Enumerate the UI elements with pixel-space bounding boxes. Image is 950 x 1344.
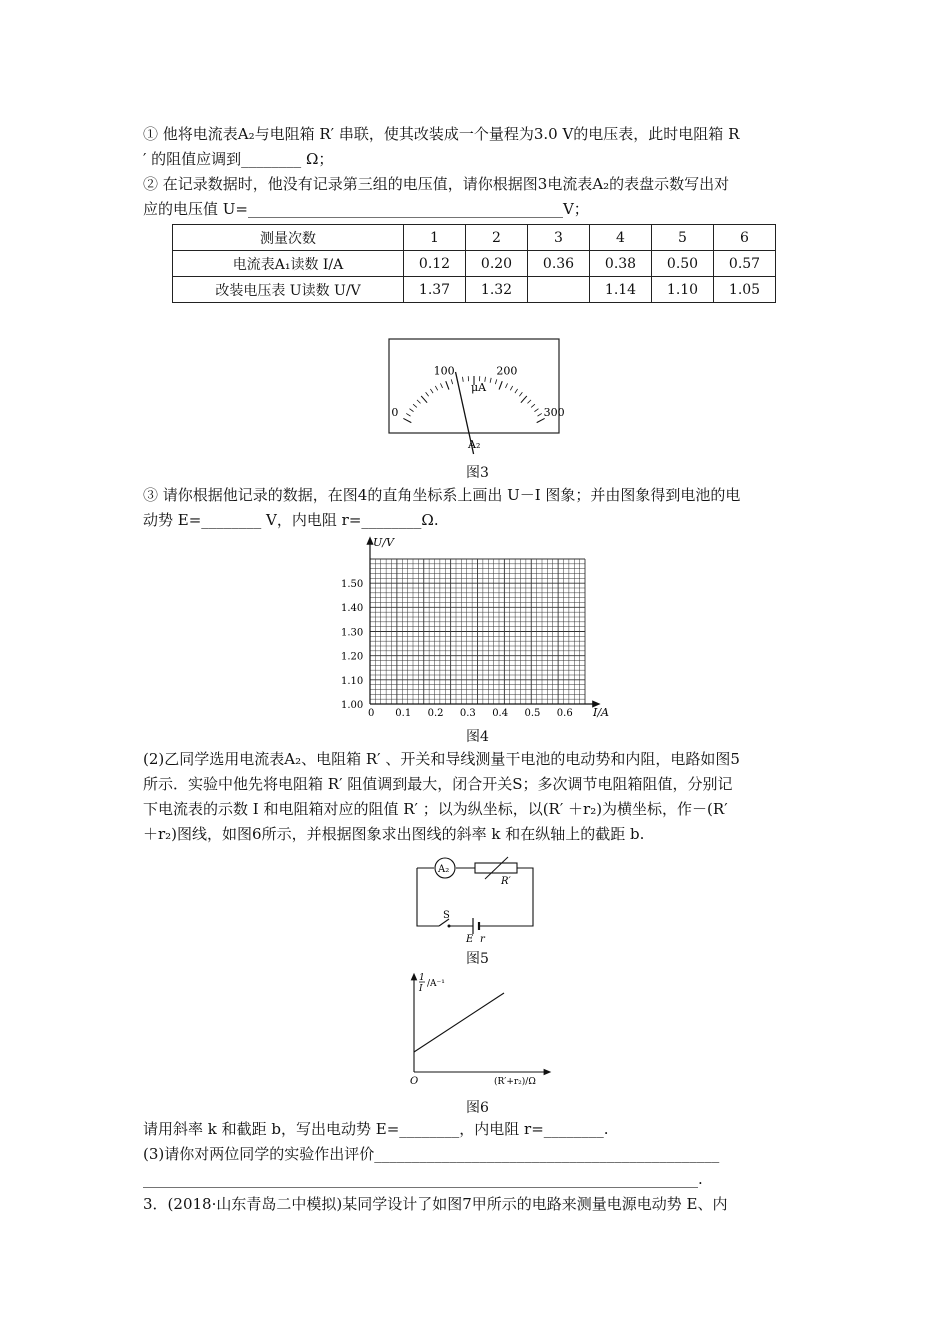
text-line-7: (2)乙同学选用电流表A₂、电阻箱 R′ 、开关和导线测量干电池的电动势和内阻，电路如图5 [143,750,740,768]
table-cell: 3 [528,225,590,251]
text-line-8: 所示．实验中他先将电阻箱 R′ 阻值调到最大，闭合开关S；多次调节电阻箱阻值，分别记 [143,775,733,793]
table-cell: 4 [590,225,652,251]
y-label-denominator: I [419,984,423,994]
y-tick-label: 1.50 [341,579,364,590]
meter-tick [403,418,411,422]
meter-tick-label: 200 [496,364,518,378]
text-line-13: __________________________________________________________________________. [143,1170,703,1188]
table-cell: 电流表A₁读数 I/A [173,251,404,277]
data-table [172,224,776,303]
table-cell: 0.38 [590,251,652,277]
text-line-14: 3．(2018·山东青岛二中模拟)某同学设计了如图7甲所示的电路来测量电源电动势 E、内 [143,1195,728,1213]
table-cell: 6 [714,225,776,251]
figure-3-caption: 图3 [466,465,489,481]
meter-tick [505,383,507,388]
table-cell: 1.14 [590,277,652,303]
table-cell: 0.57 [714,251,776,277]
graph-line [414,993,504,1052]
meter-tick [490,378,491,383]
meter-tick [426,392,429,396]
text-line-5: ③ 请你根据他记录的数据，在图4的直角坐标系上画出 U－I 图象；并由图象得到电池的电 [143,486,741,504]
meter-tick [519,392,522,396]
meter-tick [446,381,449,389]
meter-tick [462,377,463,382]
figure-6-caption: 图6 [466,1100,489,1116]
meter-tick [421,396,427,403]
meter-tick [510,386,512,390]
x-axis-label: (R′+r₂)/Ω [494,1077,536,1087]
text-line-4: 应的电压值 U=__________________________________________V； [143,200,589,218]
figure-5-caption: 图5 [466,951,489,967]
figure-6-graph [400,970,560,1090]
circuit-wires [417,868,533,926]
meter-tick [430,389,433,393]
table-cell: 1 [404,225,466,251]
table-cell: 5 [652,225,714,251]
meter-tick [521,396,527,403]
switch-contact [448,925,451,928]
y-axis-label: U/V [373,536,394,549]
x-tick-label: 0.6 [556,708,573,719]
meter-tick [531,404,535,407]
meter-tick [440,383,442,388]
x-tick-label: 0.5 [524,708,541,719]
meter-tick [495,379,496,384]
table-cell: 2 [466,225,528,251]
text-line-2: ′ 的阻值应调到________ Ω； [143,150,334,168]
meter-tick [417,400,421,404]
table-row-voltage [173,277,776,303]
meter-tick [527,400,531,404]
y-tick-label: 1.20 [341,651,364,663]
meter-tick [538,413,542,416]
text-line-1: ① 他将电流表A₂与电阻箱 R′ 串联，使其改装成一个量程为3.0 V的电压表，此时电阻箱 R [143,125,740,143]
x-tick-label: 0 [368,708,375,719]
x-tick-label: 0.1 [395,708,412,719]
table-cell [528,277,590,303]
table-cell: 0.50 [652,251,714,277]
meter-tick [406,413,410,416]
table-cell: 0.20 [466,251,528,277]
meter-label: A₂ [468,438,481,451]
meter-tick [499,381,502,389]
meter-tick [451,379,452,384]
text-line-11: 请用斜率 k 和截距 b，写出电动势 E=________，内电阻 r=________. [143,1120,609,1138]
figure-3-meter [388,338,565,458]
meter-unit: μA [471,381,487,394]
table-cell: 1.10 [652,277,714,303]
y-tick-label: 1.30 [341,627,364,639]
y-tick-label: 1.00 [341,700,364,711]
text-line-9: 下电流表的示数 I 和电阻箱对应的阻值 R′ ；以为纵坐标，以(R′ ＋r₂)为横坐标，作－(R′ [143,800,728,818]
meter-tick [413,404,417,407]
battery-r-label: r [480,934,485,945]
meter-tick-label: 300 [543,406,565,420]
table-cell: 1.37 [404,277,466,303]
y-label-unit: /A⁻¹ [427,979,445,989]
meter-tick [515,389,518,393]
figure-5-circuit [405,852,545,944]
text-line-12: (3)请你对两位同学的实验作出评价______________________________________________ [143,1145,720,1163]
table-cell: 1.32 [466,277,528,303]
ammeter-label: A₂ [438,864,450,875]
text-line-10: ＋r₂)图线，如图6所示，并根据图象求出图线的斜率 k 和在纵轴上的截距 b. [143,825,645,843]
figure-4-caption: 图4 [466,729,489,745]
x-tick-label: 0.3 [459,708,476,719]
meter-tick [435,386,437,390]
x-tick-label: 0.4 [492,708,509,719]
meter-tick [409,409,413,412]
grid-lines [370,559,585,704]
table-cell: 0.12 [404,251,466,277]
table-cell: 改装电压表 U读数 U/V [173,277,404,303]
y-tick-label: 1.40 [341,603,364,615]
resistor-label: R′ [501,876,511,887]
text-line-6: 动势 E=________ V，内电阻 r=________Ω. [143,511,439,529]
y-label-numerator: 1 [419,973,425,983]
table-cell: 1.05 [714,277,776,303]
table-cell: 0.36 [528,251,590,277]
y-tick-label: 1.10 [341,675,364,687]
figure-4-grid [335,534,625,724]
battery-emf-label: E [466,934,474,945]
table-row-header [173,225,776,251]
origin-label: O [410,1076,419,1087]
meter-tick-label: 100 [433,364,455,378]
meter-tick-label: 0 [391,406,399,420]
x-axis-label: I/A [593,706,609,719]
text-line-3: ② 在记录数据时，他没有记录第三组的电压值，请你根据图3电流表A₂的表盘示数写出对 [143,175,730,193]
x-tick-label: 0.2 [427,708,444,719]
meter-tick [534,409,538,412]
table-row-current [173,251,776,277]
switch-label: S [443,910,450,921]
table-cell: 测量次数 [173,225,404,251]
